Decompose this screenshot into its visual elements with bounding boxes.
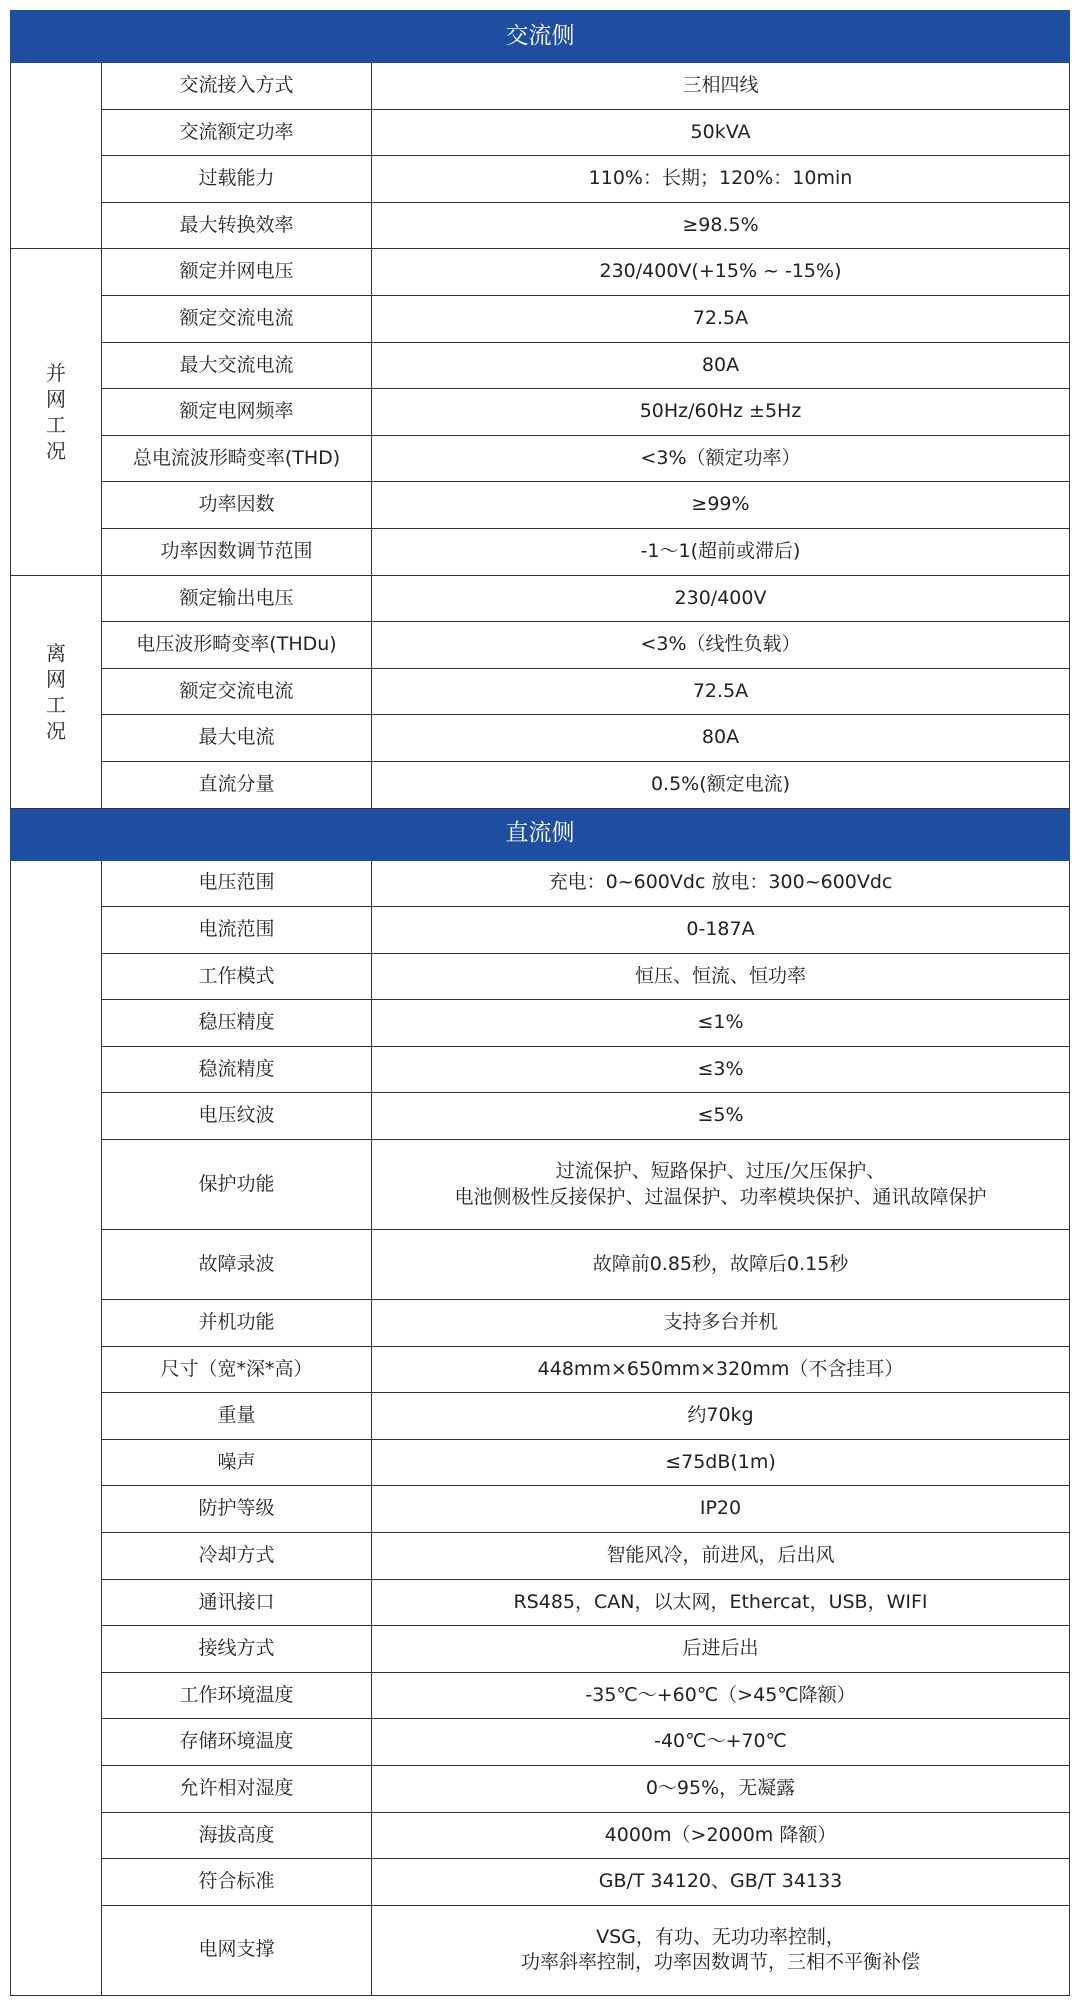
category-cell (11, 860, 102, 1995)
table-row (11, 156, 1070, 203)
table-row (11, 1486, 1070, 1533)
parameter-label: 符合标准 (102, 1859, 372, 1906)
parameter-label: 电网支撑 (102, 1905, 372, 1995)
parameter-label: 噪声 (102, 1439, 372, 1486)
table-row (11, 1140, 1070, 1230)
parameter-value: 恒压、恒流、恒功率 (372, 953, 1070, 1000)
parameter-value: 230/400V(+15% ~ -15%) (372, 249, 1070, 296)
table-row (11, 249, 1070, 296)
parameter-label: 最大交流电流 (102, 342, 372, 389)
parameter-value: 0-187A (372, 907, 1070, 954)
parameter-label: 稳压精度 (102, 1000, 372, 1047)
parameter-label: 防护等级 (102, 1486, 372, 1533)
parameter-value: 0.5%(额定电流) (372, 761, 1070, 808)
parameter-label: 功率因数调节范围 (102, 528, 372, 575)
parameter-value: 过流保护、短路保护、过压/欠压保护、 电池侧极性反接保护、过温保护、功率模块保护、通讯故障保护 (372, 1140, 1070, 1230)
parameter-value: 0～95%，无凝露 (372, 1766, 1070, 1813)
table-row (11, 1626, 1070, 1673)
table-row (11, 1719, 1070, 1766)
table-row (11, 1439, 1070, 1486)
parameter-value: 三相四线 (372, 63, 1070, 110)
table-row (11, 1905, 1070, 1995)
parameter-value: ≤75dB(1m) (372, 1439, 1070, 1486)
table-row (11, 1766, 1070, 1813)
table-row (11, 63, 1070, 110)
spec-table (10, 10, 1070, 1996)
parameter-label: 电压纹波 (102, 1093, 372, 1140)
table-row (11, 1300, 1070, 1347)
table-row (11, 1533, 1070, 1580)
parameter-label: 保护功能 (102, 1140, 372, 1230)
parameter-value: <3%（额定功率） (372, 435, 1070, 482)
section-header (11, 808, 1070, 860)
table-row (11, 389, 1070, 436)
table-row (11, 668, 1070, 715)
parameter-label: 存储环境温度 (102, 1719, 372, 1766)
table-row (11, 1046, 1070, 1093)
parameter-value: 72.5A (372, 668, 1070, 715)
table-row (11, 1393, 1070, 1440)
parameter-label: 电压范围 (102, 860, 372, 907)
table-row (11, 342, 1070, 389)
parameter-label: 工作模式 (102, 953, 372, 1000)
parameter-label: 故障录波 (102, 1230, 372, 1300)
parameter-label: 并机功能 (102, 1300, 372, 1347)
parameter-label: 电压波形畸变率(THDu) (102, 622, 372, 669)
parameter-value: 4000m（>2000m 降额） (372, 1812, 1070, 1859)
parameter-value: 72.5A (372, 295, 1070, 342)
category-cell: 离 网 工 况 (11, 575, 102, 808)
parameter-label: 功率因数 (102, 482, 372, 529)
parameter-value: -35℃～+60℃（>45℃降额） (372, 1672, 1070, 1719)
parameter-value: 支持多台并机 (372, 1300, 1070, 1347)
parameter-label: 通讯接口 (102, 1579, 372, 1626)
table-row (11, 860, 1070, 907)
table-row (11, 761, 1070, 808)
parameter-value: 充电：0~600Vdc 放电：300~600Vdc (372, 860, 1070, 907)
table-row (11, 575, 1070, 622)
parameter-value: 故障前0.85秒，故障后0.15秒 (372, 1230, 1070, 1300)
parameter-label: 重量 (102, 1393, 372, 1440)
table-row (11, 715, 1070, 762)
parameter-value: 80A (372, 715, 1070, 762)
table-row (11, 953, 1070, 1000)
parameter-label: 工作环境温度 (102, 1672, 372, 1719)
parameter-label: 冷却方式 (102, 1533, 372, 1580)
parameter-value: -40℃～+70℃ (372, 1719, 1070, 1766)
parameter-label: 海拔高度 (102, 1812, 372, 1859)
parameter-value: 230/400V (372, 575, 1070, 622)
parameter-label: 总电流波形畸变率(THD) (102, 435, 372, 482)
table-row (11, 1812, 1070, 1859)
parameter-label: 交流接入方式 (102, 63, 372, 110)
section-header (11, 11, 1070, 63)
table-row (11, 1093, 1070, 1140)
parameter-value: IP20 (372, 1486, 1070, 1533)
parameter-value: 110%：长期；120%：10min (372, 156, 1070, 203)
parameter-label: 稳流精度 (102, 1046, 372, 1093)
parameter-value: -1～1(超前或滞后) (372, 528, 1070, 575)
table-row (11, 907, 1070, 954)
table-row (11, 1230, 1070, 1300)
parameter-value: RS485，CAN，以太网，Ethercat，USB，WIFI (372, 1579, 1070, 1626)
parameter-value: <3%（线性负载） (372, 622, 1070, 669)
parameter-label: 尺寸（宽*深*高） (102, 1346, 372, 1393)
table-row (11, 1346, 1070, 1393)
parameter-value: 后进后出 (372, 1626, 1070, 1673)
parameter-label: 额定输出电压 (102, 575, 372, 622)
parameter-label: 额定电网频率 (102, 389, 372, 436)
parameter-label: 交流额定功率 (102, 109, 372, 156)
parameter-label: 额定并网电压 (102, 249, 372, 296)
parameter-value: 448mm×650mm×320mm（不含挂耳） (372, 1346, 1070, 1393)
table-row (11, 1579, 1070, 1626)
table-row (11, 202, 1070, 249)
table-row (11, 622, 1070, 669)
parameter-value: ≤1% (372, 1000, 1070, 1047)
table-row (11, 435, 1070, 482)
parameter-value: GB/T 34120、GB/T 34133 (372, 1859, 1070, 1906)
parameter-value: ≤5% (372, 1093, 1070, 1140)
parameter-value: VSG，有功、无功功率控制， 功率斜率控制，功率因数调节，三相不平衡补偿 (372, 1905, 1070, 1995)
category-cell: 并 网 工 况 (11, 249, 102, 575)
parameter-label: 允许相对湿度 (102, 1766, 372, 1813)
spec-table-body (11, 11, 1070, 1996)
table-row (11, 1859, 1070, 1906)
parameter-value: 50Hz/60Hz ±5Hz (372, 389, 1070, 436)
parameter-label: 电流范围 (102, 907, 372, 954)
parameter-label: 额定交流电流 (102, 668, 372, 715)
parameter-value: ≥98.5% (372, 202, 1070, 249)
table-row (11, 482, 1070, 529)
parameter-label: 过载能力 (102, 156, 372, 203)
parameter-label: 接线方式 (102, 1626, 372, 1673)
parameter-label: 最大电流 (102, 715, 372, 762)
table-row (11, 109, 1070, 156)
parameter-label: 直流分量 (102, 761, 372, 808)
section-title: 直流侧 (11, 808, 1070, 860)
parameter-value: 50kVA (372, 109, 1070, 156)
parameter-value: ≥99% (372, 482, 1070, 529)
section-title: 交流侧 (11, 11, 1070, 63)
category-cell (11, 63, 102, 249)
parameter-value: 智能风冷，前进风，后出风 (372, 1533, 1070, 1580)
parameter-value: 约70kg (372, 1393, 1070, 1440)
table-row (11, 295, 1070, 342)
parameter-label: 最大转换效率 (102, 202, 372, 249)
table-row (11, 1000, 1070, 1047)
table-row (11, 1672, 1070, 1719)
parameter-value: 80A (372, 342, 1070, 389)
parameter-value: ≤3% (372, 1046, 1070, 1093)
table-row (11, 528, 1070, 575)
parameter-label: 额定交流电流 (102, 295, 372, 342)
